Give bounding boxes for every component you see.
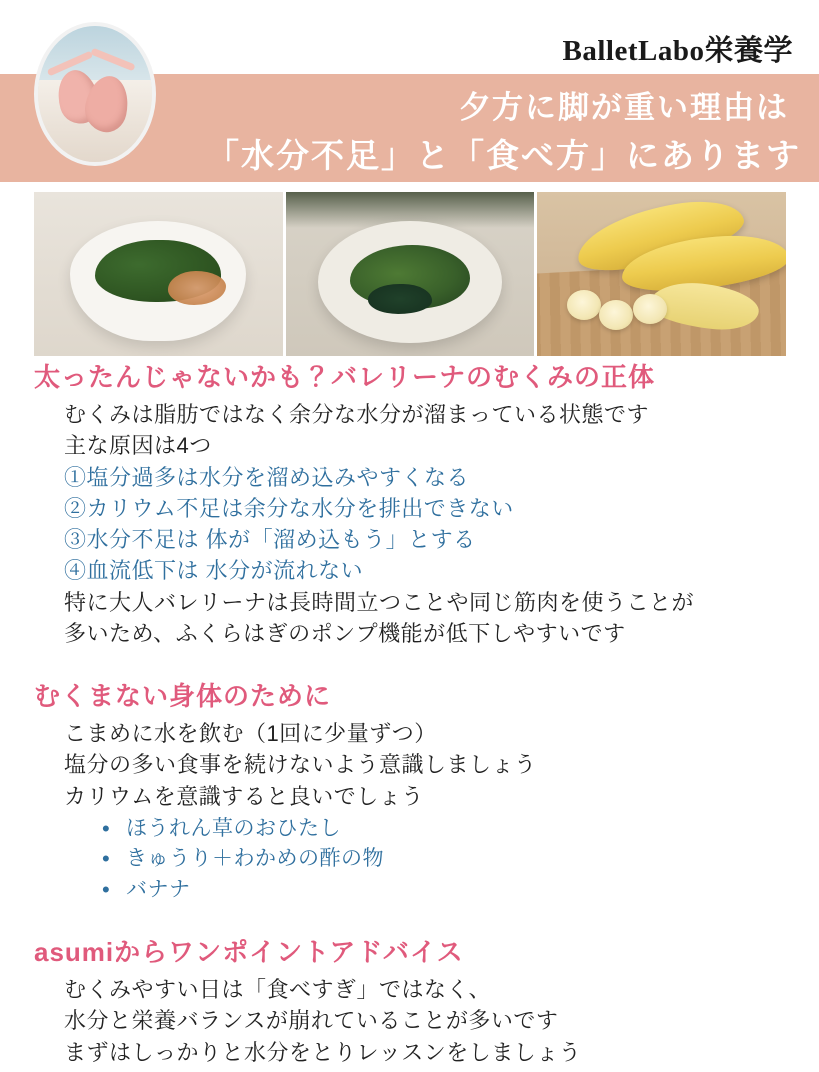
section-paragraph [64, 718, 789, 812]
para-line: 特に大人バレリーナは長時間立つことや同じ筋肉を使うことが [64, 589, 695, 615]
para-line: 主な原因は4つ [64, 433, 212, 459]
para-line: 塩分の多い食事を続けないよう意識しましょう [64, 752, 537, 778]
photo-banana [537, 192, 786, 356]
para-line: まずはしっかりと水分をとりレッスンをしましょう [64, 1039, 582, 1065]
section-paragraph [64, 399, 789, 649]
section-spacer [30, 653, 789, 679]
para-line: ①塩分過多は水分を溜め込みやすくなる [64, 464, 470, 490]
section-heading: 太ったんじゃないかも？バレリーナのむくみの正体 [34, 362, 656, 392]
article-body [0, 360, 819, 1072]
photo-sky-layer [38, 26, 152, 89]
para-line: ④血流低下は 水分が流れない [64, 558, 364, 584]
photo-strip [34, 192, 786, 356]
headline-line-1: 夕方に脚が重い理由は [459, 90, 789, 125]
list-item: • ほうれん草のおひたし [100, 814, 789, 844]
ballet-shoes-photo [34, 22, 156, 166]
para-line: 水分と栄養バランスが崩れていることが多いです [64, 1008, 559, 1034]
para-line: こまめに水を飲む（1回に少量ずつ） [64, 721, 437, 747]
list-item: • きゅうり＋わかめの酢の物 [100, 844, 789, 874]
para-line: むくみやすい日は「食べすぎ」ではなく、 [64, 977, 492, 1003]
para-line: ③水分不足は 体が「溜め込もう」とする [64, 527, 476, 553]
headline-line-2: 「水分不足」と「食べ方」にあります [206, 137, 801, 174]
section-spacer [30, 909, 789, 935]
section-heading: asumiからワンポイントアドバイス [34, 937, 464, 968]
page-header [0, 0, 819, 182]
section-heading: むくまない身体のために [34, 680, 332, 711]
section-anti-swelling-tips [30, 679, 789, 905]
section-advice [30, 935, 789, 1068]
para-line: むくみは脂肪ではなく余分な水分が溜まっている状態です [64, 402, 650, 428]
brand-title: BalletLabo栄養学 [562, 35, 793, 67]
para-line: カリウムを意識すると良いでしょう [64, 783, 424, 809]
food-list [100, 814, 789, 905]
section-paragraph [64, 974, 789, 1068]
section-muramiti-identity [30, 360, 789, 649]
list-item: • バナナ [100, 875, 789, 905]
photo-spinach [34, 192, 283, 356]
photo-sunomono [286, 192, 535, 356]
wakame-seaweed [368, 284, 432, 314]
para-line: 多いため、ふくらはぎのポンプ機能が低下しやすいです [64, 620, 626, 646]
para-line: ②カリウム不足は余分な水分を排出できない [64, 495, 514, 521]
